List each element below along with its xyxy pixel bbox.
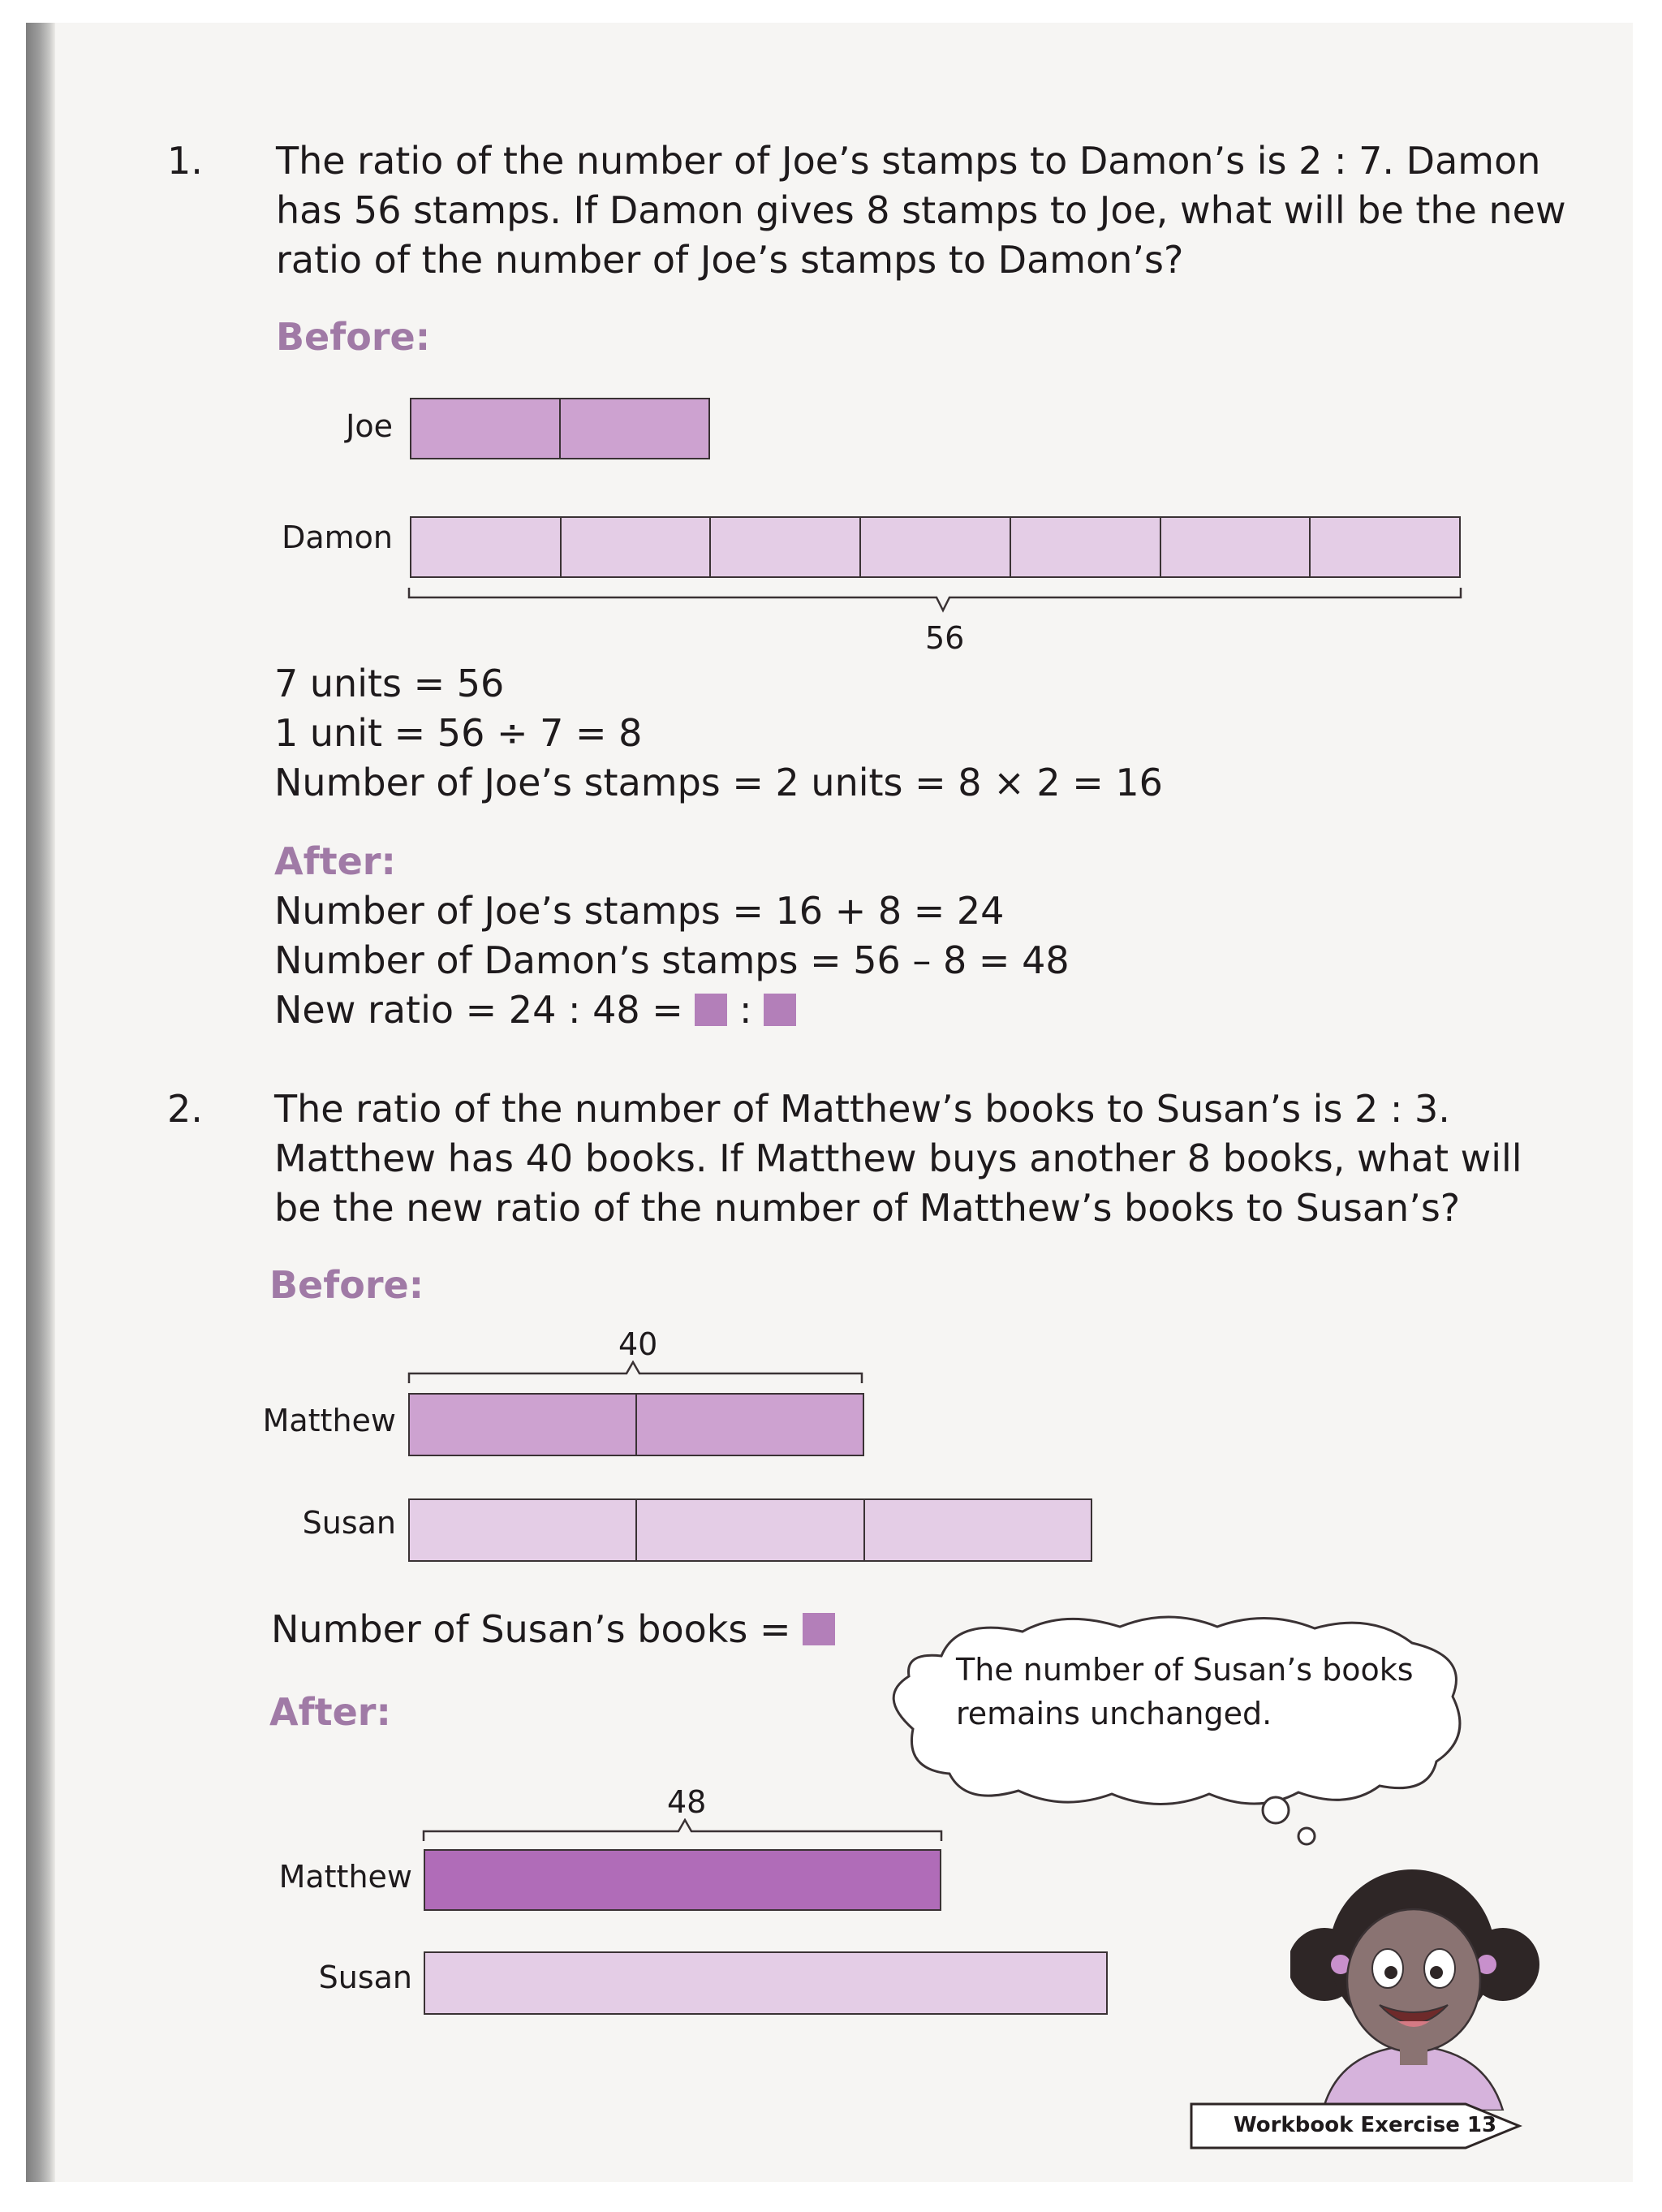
bar-unit [859,518,1010,576]
q2-text-line-2: Matthew has 40 books. If Matthew buys another 8 books, what will [274,1136,1522,1180]
bar-unit [635,1395,863,1455]
q1-text-line-1: The ratio of the number of Joe’s stamps to Damon’s is 2 : 7. Damon [276,139,1541,183]
bar-unit [411,399,559,458]
bar-unit [635,1500,863,1560]
q2-matthew-brace [406,1360,868,1385]
q2-matthew-label: Matthew [262,1403,396,1438]
bar-unit [1010,518,1160,576]
q1-after-line-1: Number of Joe’s stamps = 16 + 8 = 24 [274,889,1005,933]
q2-after-heading: After: [269,1690,391,1734]
q2-susan-bar [408,1498,1092,1562]
q1-damon-brace [406,586,1465,614]
workbook-exercise-label[interactable]: Workbook Exercise 13 [1234,2113,1497,2137]
q2-after-matthew-bar [424,1849,941,1911]
q2-before-heading: Before: [269,1263,424,1307]
q1-after-line-3 [274,988,796,1032]
q2-text-line-3: be the new ratio of the number of Matthew’s books to Susan’s? [274,1186,1461,1230]
q1-damon-label: Damon [282,520,393,555]
q1-joe-bar [410,398,710,459]
q2-number: 2. [167,1087,203,1131]
q2-matthew-bar [408,1393,864,1456]
bar-unit [410,1395,635,1455]
q1-work-line-3: Number of Joe’s stamps = 2 units = 8 × 2 = 16 [274,761,1163,804]
bar-unit [411,518,560,576]
q2-matthew-total: 40 [618,1326,658,1362]
book-spine-shadow [26,23,55,2182]
q1-answer-box-2 [764,994,796,1026]
q1-before-heading: Before: [276,315,431,359]
bar-unit [863,1500,1091,1560]
q1-text-line-2: has 56 stamps. If Damon gives 8 stamps to Joe, what will be the new [276,188,1566,232]
q2-answer-box [803,1613,835,1645]
bar-unit [410,1500,635,1560]
q1-damon-bar [410,516,1461,578]
q1-work-line-1: 7 units = 56 [274,662,505,705]
q1-ratio-separator: : [739,988,752,1032]
q2-after-susan-bar [424,1951,1108,2015]
bar-unit [559,399,708,458]
q2-after-matthew-total: 48 [667,1784,707,1820]
thought-text-line-1: The number of Susan’s books [956,1652,1414,1688]
q1-joe-label: Joe [346,408,393,444]
q2-after-matthew-label: Matthew [278,1859,412,1895]
q2-susan-label: Susan [302,1505,396,1541]
q1-new-ratio-text: New ratio = 24 : 48 = [274,988,695,1032]
bar-unit [560,518,710,576]
bar-unit [1309,518,1459,576]
q1-after-heading: After: [274,839,396,883]
q2-susan-books-line [271,1607,835,1651]
q1-text-line-3: ratio of the number of Joe’s stamps to Damon’s? [276,238,1184,282]
q2-susan-books-text: Number of Susan’s books = [271,1607,803,1651]
q2-text-line-1: The ratio of the number of Matthew’s books to Susan’s is 2 : 3. [274,1087,1450,1131]
q2-after-susan-label: Susan [318,1960,412,1995]
thought-text-line-2: remains unchanged. [956,1696,1272,1731]
q1-after-line-2: Number of Damon’s stamps = 56 – 8 = 48 [274,938,1070,982]
q1-number: 1. [167,139,203,183]
bar-unit [709,518,859,576]
bar-unit [1160,518,1310,576]
girl-character-illustration [1290,1867,1542,2111]
q1-answer-box-1 [695,994,727,1026]
q1-damon-total: 56 [925,620,965,656]
q1-work-line-2: 1 unit = 56 ÷ 7 = 8 [274,711,643,755]
